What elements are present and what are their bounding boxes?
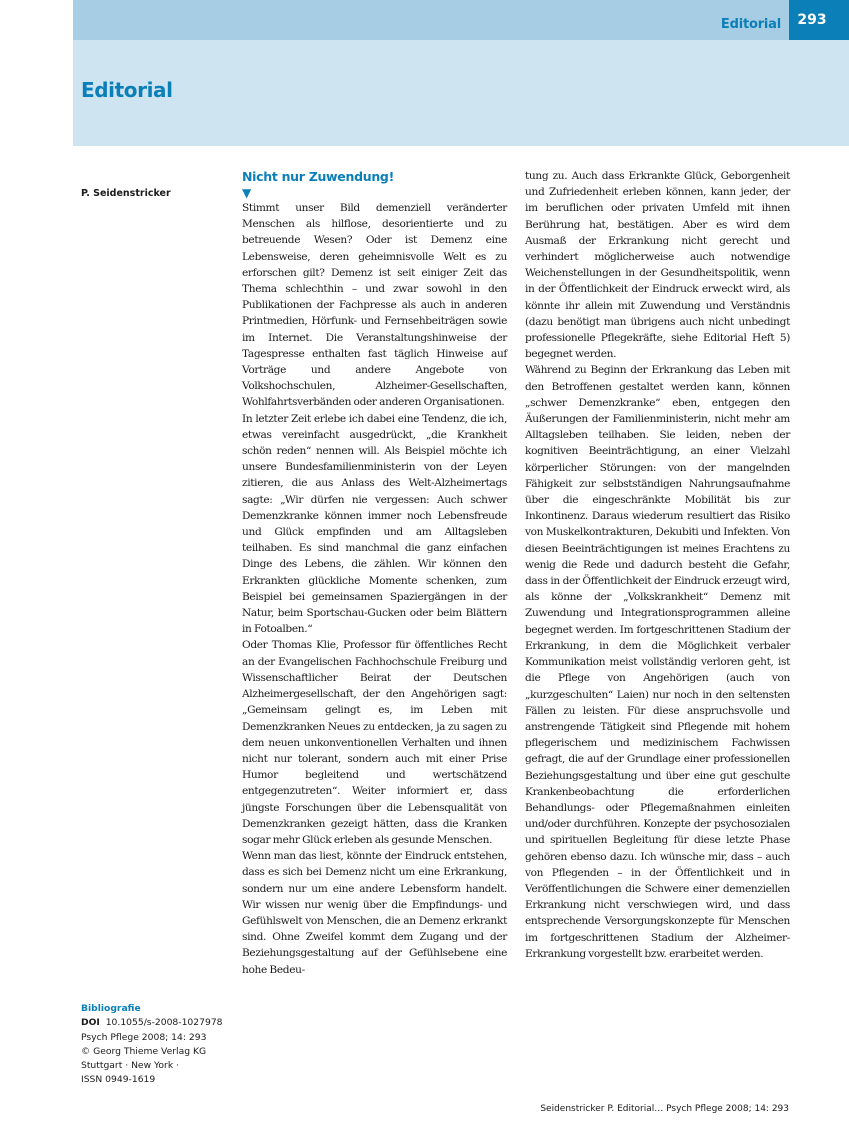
issn: ISSN 0949-1619 xyxy=(81,1074,156,1086)
paragraph: In letzter Zeit erlebe ich dabei eine Tendenz, die ich, etwas vereinfacht ausgedrückt, „die Krankheit schön reden“ nennen will. Als Beispiel möchte ich unsere Bundesfamilienministerin von der Leyen zitieren, die aus Anlass des Welt-Alzheimertags sagte: „Wir dürfen nie vergessen: Auch schwer Demenzkranke können immer noch Lebensfreude und Glück empfinden und am Alltagsleben teilhaben. Es sind manchmal die ganz einfachen Dinge des Lebens, die zählen. Wir können den Erkrankten glückliche Momente schenken, zum Beispiel bei gemeinsamen Spaziergängen in der Natur, beim Sportschau-Gucken oder beim Blättern in Fotoalben.“ xyxy=(242,412,507,636)
journal-citation: Psych Pflege 2008; 14: 293 xyxy=(81,1031,207,1043)
doi-value: 10.1055/s-2008-1027978 xyxy=(105,1017,223,1029)
publisher-location: Stuttgart · New York · xyxy=(81,1060,179,1072)
body-column-right xyxy=(525,168,790,962)
bibliography-box xyxy=(81,1002,223,1088)
article-title: Nicht nur Zuwendung! xyxy=(242,169,394,184)
paragraph: tung zu. Auch dass Erkrankte Glück, Geborgenheit und Zufriedenheit erleben können, kann jeder, der im beruflichen oder privaten Umfeld mit ihnen Berührung hat, bestätigen. Aber es wird dem Ausmaß der Erkrankung nicht gerecht und verhindert möglicherweise auch notwendige Weichenstellungen in der Gesundheitspolitik, wenn in der Öffentlichkeit der Eindruck erweckt wird, als könnte ihr allein mit Zuwendung und Verständnis (dazu benötigt man übrigens auch nicht unbedingt professionelle Pflegekräfte, siehe Editorial Heft 5) begegnet werden. xyxy=(525,170,790,361)
running-header-section: Editorial xyxy=(720,17,781,32)
paragraph: Wenn man das liest, könnte der Eindruck entstehen, dass es sich bei Demenz nicht um eine Erkrankung, sondern nur um eine andere Lebensform handelt. Wir wissen nur wenig über die Empfindungs- und Gefühlswelt von Menschen, die an Demenz erkrankt sind. Ohne Zweifel kommt dem Zugang und der Beziehungsgestaltung auf der Gefühlsebene eine hohe Bedeu- xyxy=(242,850,507,976)
bibliography-heading: Bibliografie xyxy=(81,1003,141,1014)
publisher: © Georg Thieme Verlag KG xyxy=(81,1045,207,1057)
body-column-left xyxy=(242,200,507,978)
doi-line xyxy=(81,1016,223,1030)
section-title: Editorial xyxy=(81,78,173,102)
doi-label: DOI xyxy=(81,1017,100,1029)
page-footer-citation: Seidenstricker P. Editorial… Psych Pflege 2008; 14: 293 xyxy=(540,1104,789,1114)
author-name: P. Seidenstricker xyxy=(81,188,171,199)
paragraph: Oder Thomas Klie, Professor für öffentliches Recht an der Evangelischen Fachhochschule Freiburg und Wissenschaftlicher Beirat der Deutschen Alzheimergesellschaft, der den Angehörigen sagt: „Gemeinsam gelingt es, im Leben mit Demenzkranken Neues zu entdecken, ja zu sagen zu dem neuen unkonventionellen Verhalten und ihnen nicht nur tolerant, sondern auch mit einer Prise Humor begleitend und wertschätzend entgegenzutreten“. Weiter informiert er, dass jüngste Forschungen über die Lebensqualität von Demenzkranken gezeigt hätten, dass die Kranken sogar mehr Glück erleben als gesunde Menschen. xyxy=(242,639,507,846)
down-triangle-icon: ▼ xyxy=(242,186,252,200)
page-number: 293 xyxy=(789,0,849,40)
paragraph: Während zu Beginn der Erkrankung das Leben mit den Betroffenen gestaltet werden kann, können „schwer Demenzkranke“ eben, entgegen den Äußerungen der Familienministerin, nicht mehr am Alltagsleben teilhaben. Sie leiden, neben der kognitiven Beeinträchtigung, an einer Vielzahl körperlicher Störungen: von der mangelnden Fähigkeit zur selbstständigen Nahrungsaufnahme über die eingeschränkte Mobilität bis zur Inkontinenz. Daraus wiederum resultiert das Risiko von Muskelkontrakturen, Dekubiti und Infekten. Von diesen Beeinträchtigungen ist meines Erachtens zu wenig die Rede und dadurch besteht die Gefahr, dass in der Öffentlichkeit der Eindruck erzeugt wird, als könne der „Volkskrankheit“ Demenz mit Zuwendung und Integrationsprogrammen alleine begegnet werden. Im fortgeschrittenen Stadium der Erkrankung, in dem die Möglichkeit verbaler Kommunikation meist vollständig verloren geht, ist die Pflege von Angehörigen (auch von „kurzgeschulten“ Laien) nur noch in den seltensten Fällen zu leisten. Für diese anspruchsvolle und anstrengende Tätigkeit sind Pflegende mit hohem pflegerischem und medizinischem Fachwissen gefragt, die auf der Grundlage einer professionellen Beziehungsgestaltung und über eine gut geschulte Krankenbeobachtung die erforderlichen Behandlungs- oder Pflegemaßnahmen einleiten und/oder durchführen. Konzepte der psychosozialen und spirituellen Begleitung für diese letzte Phase gehören ebenso dazu. Ich wünsche mir, dass – auch von Pflegenden – in der Öffentlichkeit und in Veröffentlichungen die Schwere einer demenziellen Erkrankung nicht verschwiegen wird, und dass entsprechende Versorgungskonzepte für Menschen im fortgeschrittenen Stadium der Alzheimer-Erkrankung vorgestellt bzw. erarbeitet werden. xyxy=(525,364,790,960)
paragraph: Stimmt unser Bild demenziell veränderter Menschen als hilflose, desorientierte und zu betreuende Wesen? Oder ist Demenz eine Lebensweise, deren geheimnisvolle Welt es zu erforschen gilt? Demenz ist seit einiger Zeit das Thema schlechthin – und zwar sowohl in den Publikationen der Fachpresse als auch in anderen Printmedien, Hörfunk- und Fernsehbeiträgen sowie im Internet. Die Veranstaltungshinweise der Tagespresse enthalten fast täglich Hinweise auf Vorträge und andere Angebote von Volkshochschulen, Alzheimer-Gesellschaften, Wohlfahrtsverbänden oder anderen Organisationen. xyxy=(242,202,507,409)
